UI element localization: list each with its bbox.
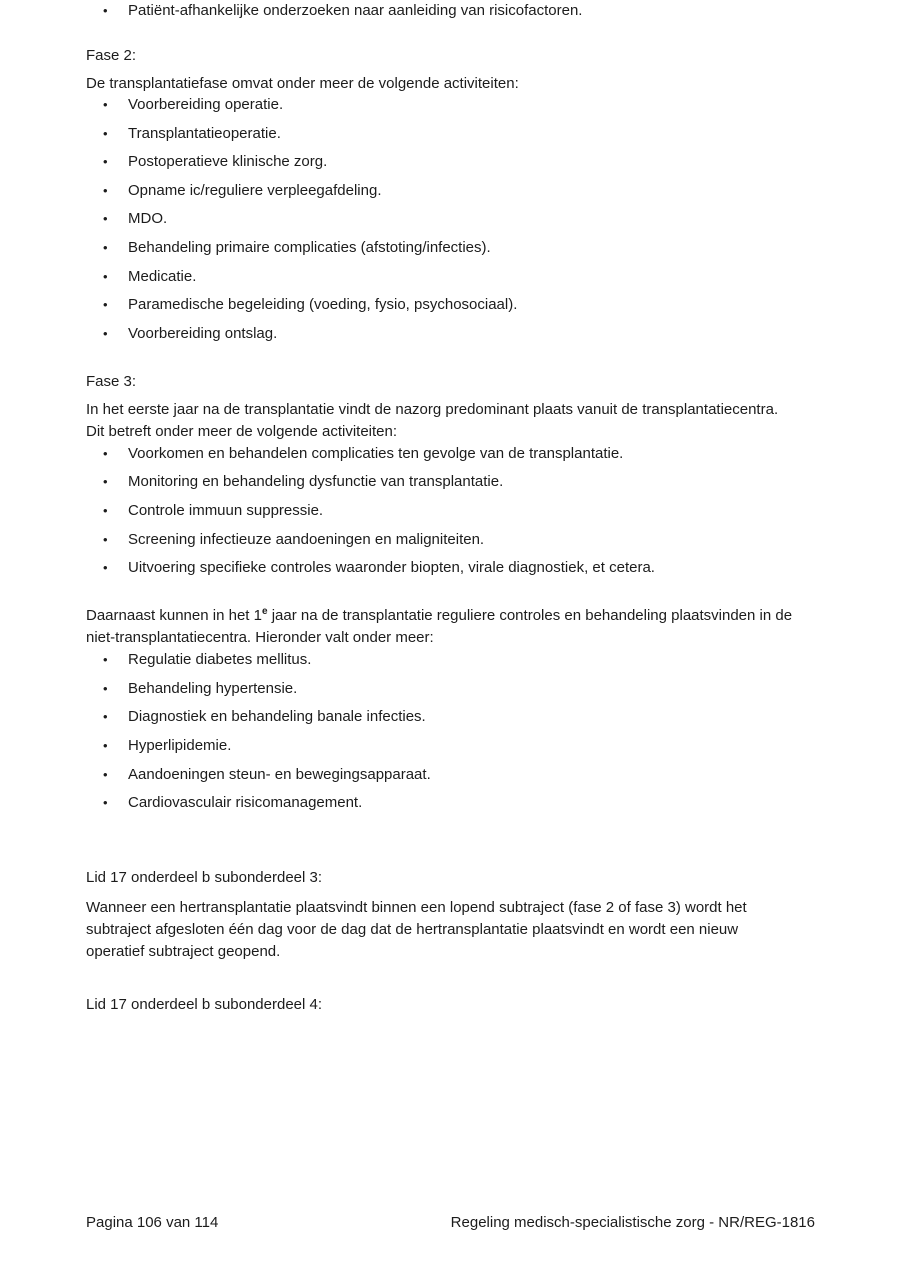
page-footer	[86, 1212, 815, 1233]
paragraph-line	[86, 605, 815, 627]
nazorg-paragraph	[86, 605, 815, 649]
paragraph-line: Wanneer een hertransplantatie plaatsvindt binnen een lopend subtraject (fase 2 of fase 3) wordt het	[86, 899, 747, 917]
list-item: • Transplantatieoperatie.	[86, 123, 815, 144]
list-item: • Paramedische begeleiding (voeding, fysio, psychosociaal).	[86, 294, 815, 315]
list-item: • Medicatie.	[86, 266, 815, 287]
list-item: • Patiënt-afhankelijke onderzoeken naar aanleiding van risicofactoren.	[86, 0, 815, 21]
lid17-sub3-heading: Lid 17 onderdeel b subonderdeel 3:	[86, 869, 323, 887]
list-item: • Hyperlipidemie.	[86, 735, 815, 756]
footer-page-number: Pagina 106 van 114	[86, 1214, 219, 1231]
list-item: • Regulatie diabetes mellitus.	[86, 649, 815, 670]
paragraph-text: Daarnaast kunnen in het 1	[86, 607, 262, 625]
list-item: • MDO.	[86, 208, 815, 229]
intro-bullet-list	[86, 0, 815, 21]
lid17-sub4-heading: Lid 17 onderdeel b subonderdeel 4:	[86, 996, 323, 1014]
list-item: • Screening infectieuze aandoeningen en maligniteiten.	[86, 529, 815, 550]
footer-doc-title: Regeling medisch-specialistische zorg - NR/REG-1816	[450, 1214, 815, 1231]
list-item: • Voorkomen en behandelen complicaties ten gevolge van de transplantatie.	[86, 443, 815, 464]
document-page	[86, 0, 815, 1015]
fase2-bullet-list	[86, 94, 815, 344]
list-item: • Voorbereiding ontslag.	[86, 323, 815, 344]
paragraph-line: operatief subtraject geopend.	[86, 943, 281, 961]
lid17-sub3-paragraph	[86, 897, 815, 963]
paragraph-text: jaar na de transplantatie reguliere controles en behandeling plaatsvinden in de	[267, 607, 793, 625]
fase2-heading: Fase 2:	[86, 47, 137, 64]
list-item: • Cardiovasculair risicomanagement.	[86, 792, 815, 813]
list-item: • Behandeling hypertensie.	[86, 678, 815, 699]
list-item: • Diagnostiek en behandeling banale infecties.	[86, 706, 815, 727]
list-item: • Postoperatieve klinische zorg.	[86, 151, 815, 172]
paragraph-line: In het eerste jaar na de transplantatie vindt de nazorg predominant plaats vanuit de transplantatiecentra.	[86, 400, 779, 418]
list-item: • Controle immuun suppressie.	[86, 500, 815, 521]
list-item: • Aandoeningen steun- en bewegingsapparaat.	[86, 764, 815, 785]
paragraph-line: niet-transplantatiecentra. Hieronder valt onder meer:	[86, 629, 434, 647]
paragraph-line: subtraject afgesloten één dag voor de dag dat de hertransplantatie plaatsvindt en wordt een nieuw	[86, 921, 739, 939]
fase3-bullet-list	[86, 443, 815, 578]
list-item: • Behandeling primaire complicaties (afstoting/infecties).	[86, 237, 815, 258]
fase3-intro-paragraph	[86, 399, 815, 443]
list-item: • Uitvoering specifieke controles waaronder biopten, virale diagnostiek, et cetera.	[86, 557, 815, 578]
list-item: • Voorbereiding operatie.	[86, 94, 815, 115]
paragraph-line: Dit betreft onder meer de volgende activiteiten:	[86, 422, 398, 440]
nazorg-bullet-list	[86, 649, 815, 813]
superscript-e: e	[261, 606, 268, 618]
fase3-heading: Fase 3:	[86, 372, 137, 390]
list-item: • Opname ic/reguliere verpleegafdeling.	[86, 180, 815, 201]
list-item: • Monitoring en behandeling dysfunctie van transplantatie.	[86, 471, 815, 492]
fase2-intro-paragraph: De transplantatiefase omvat onder meer de volgende activiteiten:	[86, 75, 519, 92]
